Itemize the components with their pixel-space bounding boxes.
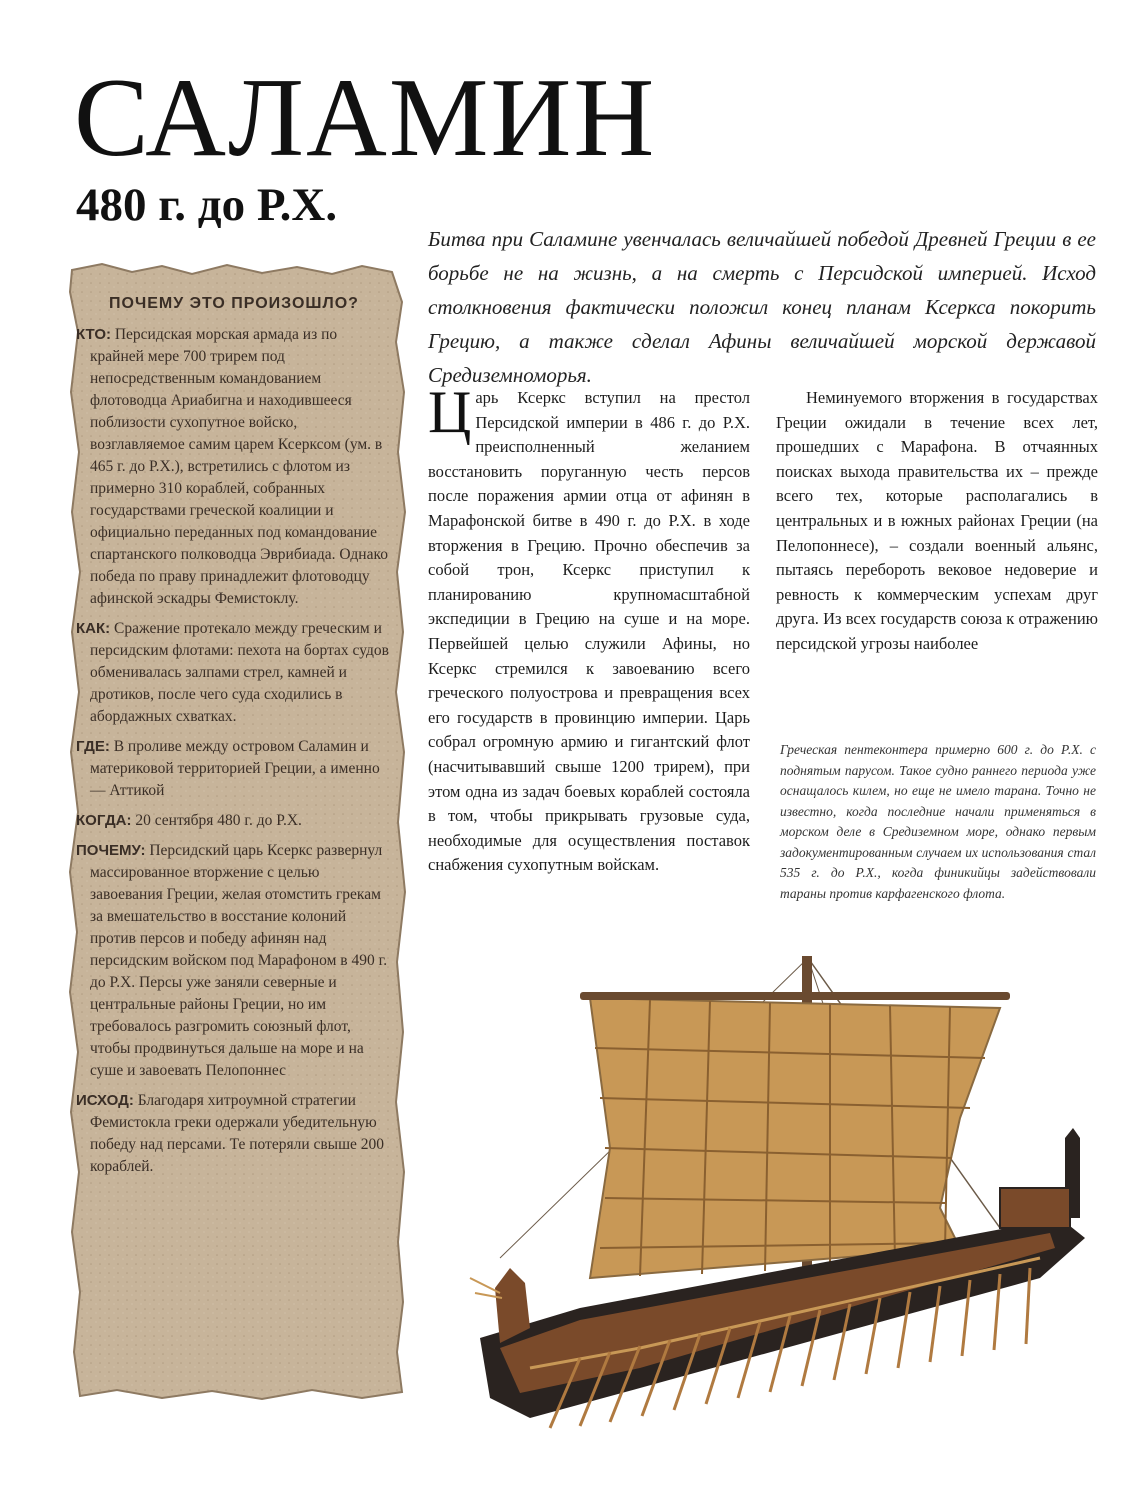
sidebar-item-how (76, 618, 392, 728)
sidebar-label: КТО: (76, 326, 111, 343)
sidebar-text: Благодаря хитроумной стратегии Фемистокла греки одержали убедительную победу над персами. Те потеряли свыше 200 кораблей. (90, 1092, 385, 1175)
sidebar-item-where (76, 736, 392, 802)
body-column-1 (428, 379, 750, 878)
sidebar-text: В проливе между островом Саламин и материковой территорией Греции, а именно — Аттикой (90, 738, 380, 799)
page-subtitle-date: 480 г. до Р.Х. (76, 179, 338, 231)
sidebar-item-when (76, 810, 392, 832)
ship-caption: Греческая пентеконтера примерно 600 г. до Р.Х. с поднятым парусом. Такое судно раннего периода уже оснащалось килем, но еще не имело тарана. Точно не известно, когда последние начали применяться в морском деле в Средиземном море, однако первым задокументированным случаем их использования стал 535 г. до Р.Х., когда финикийцы задействовали тараны против карфагенского флота. (780, 742, 1096, 901)
sidebar-heading: ПОЧЕМУ ЭТО ПРОИЗОШЛО? (109, 295, 359, 312)
body-column-1-text: арь Ксеркс вступил на престол Персидской империи в 486 г. до Р.Х. преисполненный желанием восстановить поруганную честь персов после поражения армии отца от афинян в Марафонской битве в 490 г. до Р.Х. в ходе вторжения в Грецию. Прочно обеспечив за собой трон, Ксеркс приступил к планированию крупномасштабной экспедиции в Грецию на суше и на море. Первейшей целью служили Афины, но Ксеркс стремился к завоеванию всего греческого полуострова и превращения всех его государств в провинцию империи. Царь собрал огромную армию и гигантский флот (насчитывавший свыше 1200 трирем), при этом одна из задач боевых кораблей состояла в том, чтобы прикрывать грузовые суда, необходимые для осуществления поставок снабжения сухопутным войскам. (428, 388, 750, 875)
why-it-happened-sidebar (62, 262, 410, 1402)
drop-cap: Ц (428, 379, 472, 445)
body-column-2: Неминуемого вторжения в государствах Греции ожидали в течение всех лет, прошедших с Марафона. В отчаянных поисках выхода правительства их – прежде всего тех, которые располагались в центральных и в южных районах Греции (на Пелопоннесе), – создали военный альянс, пытаясь перебороть вековое недоверие и ревность к коммерческим успехам друг друга. Из всех государств союза к отражению персидской угрозы наиболее (776, 388, 1098, 653)
pentekonter-ship-illustration (440, 948, 1100, 1468)
sidebar-item-outcome (76, 1090, 392, 1178)
sidebar-text: 20 сентября 480 г. до Р.Х. (135, 812, 302, 829)
sidebar-label: ИСХОД: (76, 1092, 134, 1109)
lede-paragraph: Битва при Саламине увенчалась величайшей победой Древней Греции в ее борьбе не на жизнь, а на смерть с Персидской империей. Исход столкновения фактически положил конец планам Ксеркса покорить Грецию, а также сделал Афины величайшей морской державой Средиземноморья. (428, 227, 1096, 387)
sidebar-label: КОГДА: (76, 812, 132, 829)
sidebar-label: КАК: (76, 620, 111, 637)
sidebar-item-who (76, 324, 392, 610)
sidebar-label: ГДЕ: (76, 738, 110, 755)
sidebar-text: Персидский царь Ксеркс развернул массированное вторжение с целью завоевания Греции, желая отомстить грекам за вмешательство в восстание колоний против персов и победу афинян над персидским войском под Марафоном в 490 г. до Р.Х. Персы уже заняли северные и центральные районы Греции, но им требовалось разгромить союзный флот, чтобы продвинуться дальше на море и на суше и завоевать Пелопоннес (90, 842, 388, 1079)
sidebar-item-why (76, 840, 392, 1082)
sidebar-text: Сражение протекало между греческим и персидским флотами: пехота на бортах судов обменивалась залпами стрел, камней и дротиков, после чего суда сходились в абордажных схватках. (90, 620, 389, 725)
page-title: САЛАМИН (74, 56, 657, 180)
sidebar-text: Персидская морская армада из по крайней мере 700 трирем под непосредственным командованием флотоводца Ариабигна и находившееся поблизости сухопутное войско, возглавляемое самим царем Ксерксом (ум. в 465 г. до Р.Х.), встретились с флотом из примерно 310 кораблей, собранных государствами греческой коалиции и официально переданных под командование спартанского полководца Эврибиада. Однако победа по праву принадлежит флотоводцу афинской эскадры Фемистоклу. (90, 326, 388, 607)
sidebar-label: ПОЧЕМУ: (76, 842, 146, 859)
